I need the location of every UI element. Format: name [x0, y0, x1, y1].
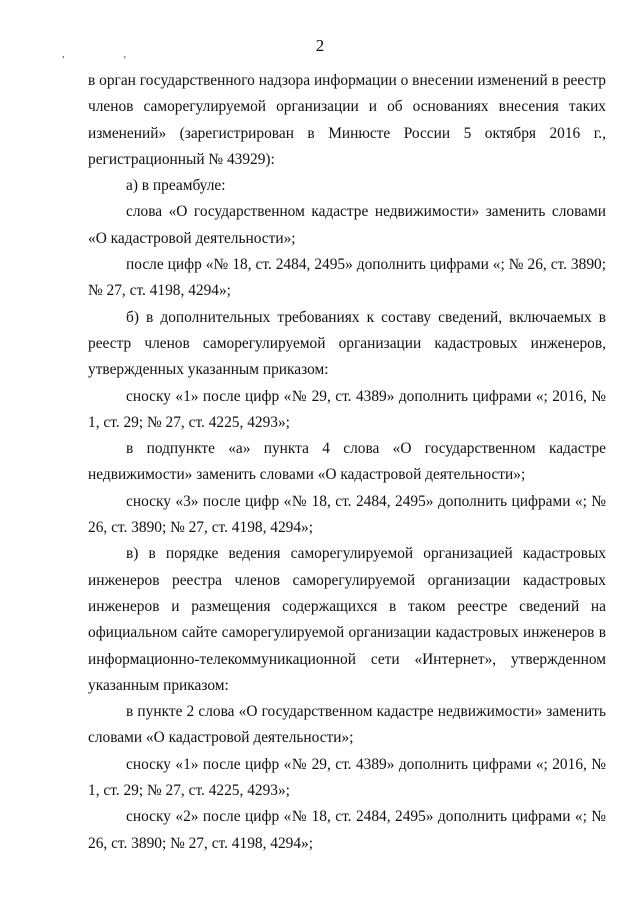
paragraph: в подпункте «а» пункта 4 слова «О государственном кадастре недвижимости» заменить словами «О кадастровой деятельности»; — [88, 440, 606, 484]
paragraph-item-v: в) в порядке ведения саморегулируемой организацией кадастровых инженеров реестра членов саморегулируемой организации кадастровых инженеров и размещения содержащихся в таком реестре сведений на официальном сайте саморегулируемой организации кадастровых инженеров в информационно-телекоммуникационной сети «Интернет», утвержденном указанным приказом: — [88, 545, 606, 694]
page-number: 2 — [315, 36, 325, 55]
margin-marks: , , — [62, 48, 155, 60]
document-body — [88, 68, 606, 857]
paragraph-intro-continuation: в орган государственного надзора информации о внесении изменений в реестр членов саморегулируемой организации и об основаниях внесения таких изменений» (зарегистрирован в Минюсте России 5 октября 2016 г., регистрационный № 43929): — [88, 72, 606, 168]
paragraph-item-a: а) в преамбуле: — [126, 177, 226, 195]
paragraph: после цифр «№ 18, ст. 2484, 2495» дополнить цифрами «; № 26, ст. 3890; № 27, ст. 4198, 4294»; — [88, 256, 606, 300]
paragraph: сноску «1» после цифр «№ 29, ст. 4389» дополнить цифрами «; 2016, № 1, ст. 29; № 27, ст. 4225, 4293»; — [88, 755, 606, 800]
paragraph-item-b: б) в дополнительных требованиях к составу сведений, включаемых в реестр членов саморегулируемой организации кадастровых инженеров, утвержденных указанным приказом: — [88, 308, 606, 379]
paragraph: сноску «3» после цифр «№ 18, ст. 2484, 2495» дополнить цифрами «; № 26, ст. 3890; № 27, ст. 4198, 4294»; — [88, 492, 606, 537]
paragraph: сноску «1» после цифр «№ 29, ст. 4389» дополнить цифрами «; 2016, № 1, ст. 29; № 27, ст. 4225, 4293»; — [88, 387, 606, 431]
paragraph: слова «О государственном кадастре недвижимости» заменить словами «О кадастровой деятельности»; — [88, 203, 606, 247]
paragraph: сноску «2» после цифр «№ 18, ст. 2484, 2495» дополнить цифрами «; № 26, ст. 3890; № 27, ст. 4198, 4294»; — [88, 808, 606, 852]
paragraph: в пункте 2 слова «О государственном кадастре недвижимости» заменить словами «О кадастровой деятельности»; — [88, 703, 606, 747]
